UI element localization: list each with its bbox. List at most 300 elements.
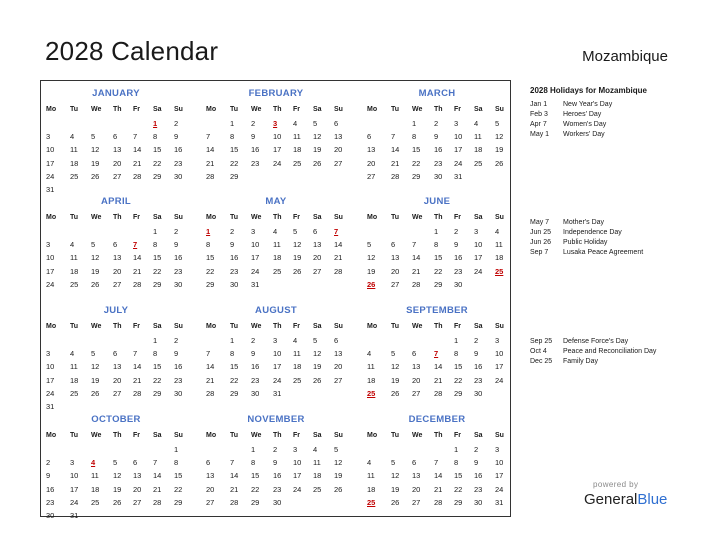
day-cell[interactable]: 14: [133, 145, 142, 155]
day-cell[interactable]: 29: [454, 388, 463, 398]
day-cell[interactable]: 18: [293, 362, 302, 372]
day-cell[interactable]: 7: [434, 349, 439, 359]
day-cell[interactable]: 21: [391, 158, 400, 168]
day-cell[interactable]: 29: [153, 388, 162, 398]
day-cell[interactable]: 8: [153, 240, 158, 250]
day-cell[interactable]: 10: [273, 132, 282, 142]
day-cell[interactable]: 2: [174, 119, 179, 128]
day-cell[interactable]: 20: [113, 158, 122, 168]
day-cell[interactable]: 25: [293, 375, 302, 385]
day-cell[interactable]: 8: [412, 132, 417, 142]
day-cell[interactable]: 19: [91, 158, 100, 168]
day-cell[interactable]: 2: [174, 227, 179, 236]
day-cell[interactable]: 24: [293, 484, 302, 494]
day-cell[interactable]: 29: [230, 388, 239, 398]
day-cell[interactable]: 10: [46, 362, 55, 372]
day-cell[interactable]: 1: [153, 119, 158, 128]
day-cell[interactable]: 6: [113, 349, 118, 359]
day-cell[interactable]: 4: [70, 132, 75, 142]
day-cell[interactable]: 24: [474, 266, 483, 276]
day-cell[interactable]: 29: [454, 497, 463, 507]
day-cell[interactable]: 21: [412, 266, 421, 276]
day-cell[interactable]: 27: [313, 266, 322, 276]
day-cell[interactable]: 12: [313, 132, 322, 142]
day-cell[interactable]: 8: [153, 349, 158, 359]
day-cell[interactable]: 24: [46, 388, 55, 398]
day-cell[interactable]: 2: [474, 336, 479, 345]
day-cell[interactable]: 18: [367, 484, 376, 494]
day-cell[interactable]: 22: [153, 158, 162, 168]
day-cell[interactable]: 6: [113, 132, 118, 142]
day-cell[interactable]: 26: [91, 171, 100, 181]
day-cell[interactable]: 12: [91, 253, 100, 263]
day-cell[interactable]: 27: [412, 497, 421, 507]
day-cell[interactable]: 30: [46, 511, 55, 520]
day-cell[interactable]: 15: [230, 145, 239, 155]
day-cell[interactable]: 2: [454, 227, 459, 236]
day-cell[interactable]: 2: [474, 445, 479, 454]
day-cell[interactable]: 20: [113, 375, 122, 385]
day-cell[interactable]: 30: [273, 497, 282, 507]
day-cell[interactable]: 8: [454, 458, 459, 468]
day-cell[interactable]: 3: [273, 119, 278, 128]
day-cell[interactable]: 16: [251, 145, 260, 155]
day-cell[interactable]: 2: [230, 227, 235, 236]
day-cell[interactable]: 27: [334, 158, 343, 168]
day-cell[interactable]: 19: [313, 145, 322, 155]
day-cell[interactable]: 27: [412, 388, 421, 398]
day-cell[interactable]: 5: [313, 119, 318, 128]
day-cell[interactable]: 5: [367, 240, 372, 250]
day-cell[interactable]: 26: [391, 388, 400, 398]
day-cell[interactable]: 10: [495, 458, 504, 468]
day-cell[interactable]: 23: [174, 158, 183, 168]
day-cell[interactable]: 9: [454, 240, 459, 250]
day-cell[interactable]: 14: [206, 362, 215, 372]
day-cell[interactable]: 3: [273, 336, 278, 345]
day-cell[interactable]: 4: [313, 445, 318, 454]
day-cell[interactable]: 3: [454, 119, 459, 128]
day-cell[interactable]: 26: [367, 279, 376, 289]
day-cell[interactable]: 3: [46, 240, 51, 250]
day-cell[interactable]: 1: [230, 119, 235, 128]
day-cell[interactable]: 25: [91, 497, 100, 507]
day-cell[interactable]: 24: [251, 266, 260, 276]
day-cell[interactable]: 22: [454, 375, 463, 385]
day-cell[interactable]: 2: [174, 336, 179, 345]
day-cell[interactable]: 4: [273, 227, 278, 236]
day-cell[interactable]: 2: [251, 119, 256, 128]
day-cell[interactable]: 7: [133, 240, 138, 250]
day-cell[interactable]: 4: [367, 349, 372, 359]
day-cell[interactable]: 24: [454, 158, 463, 168]
day-cell[interactable]: 18: [367, 375, 376, 385]
day-cell[interactable]: 13: [412, 362, 421, 372]
day-cell[interactable]: 15: [454, 471, 463, 481]
day-cell[interactable]: 23: [434, 158, 443, 168]
day-cell[interactable]: 10: [46, 253, 55, 263]
day-cell[interactable]: 5: [91, 349, 96, 359]
day-cell[interactable]: 17: [454, 145, 463, 155]
day-cell[interactable]: 9: [174, 132, 179, 142]
day-cell[interactable]: 13: [113, 253, 122, 263]
day-cell[interactable]: 25: [367, 388, 376, 398]
day-cell[interactable]: 1: [251, 445, 256, 454]
day-cell[interactable]: 19: [334, 471, 343, 481]
day-cell[interactable]: 22: [230, 158, 239, 168]
day-cell[interactable]: 7: [206, 132, 211, 142]
day-cell[interactable]: 6: [206, 458, 211, 468]
day-cell[interactable]: 5: [91, 132, 96, 142]
day-cell[interactable]: 14: [434, 471, 443, 481]
day-cell[interactable]: 17: [273, 362, 282, 372]
day-cell[interactable]: 23: [230, 266, 239, 276]
day-cell[interactable]: 3: [495, 445, 500, 454]
day-cell[interactable]: 3: [495, 336, 500, 345]
day-cell[interactable]: 18: [313, 471, 322, 481]
day-cell[interactable]: 18: [70, 266, 79, 276]
day-cell[interactable]: 24: [46, 171, 55, 181]
day-cell[interactable]: 14: [133, 253, 142, 263]
day-cell[interactable]: 8: [206, 240, 211, 250]
day-cell[interactable]: 30: [434, 171, 443, 181]
day-cell[interactable]: 13: [334, 349, 343, 359]
day-cell[interactable]: 15: [454, 362, 463, 372]
day-cell[interactable]: 27: [334, 375, 343, 385]
day-cell[interactable]: 30: [251, 388, 260, 398]
day-cell[interactable]: 12: [113, 471, 122, 481]
day-cell[interactable]: 20: [412, 484, 421, 494]
day-cell[interactable]: 27: [113, 171, 122, 181]
day-cell[interactable]: 10: [293, 458, 302, 468]
day-cell[interactable]: 16: [434, 145, 443, 155]
day-cell[interactable]: 5: [391, 458, 396, 468]
day-cell[interactable]: 7: [434, 458, 439, 468]
day-cell[interactable]: 20: [367, 158, 376, 168]
day-cell[interactable]: 26: [293, 266, 302, 276]
day-cell[interactable]: 11: [293, 349, 301, 359]
day-cell[interactable]: 18: [293, 145, 302, 155]
day-cell[interactable]: 13: [113, 362, 122, 372]
day-cell[interactable]: 3: [46, 132, 51, 142]
day-cell[interactable]: 13: [133, 471, 142, 481]
day-cell[interactable]: 3: [251, 227, 256, 236]
day-cell[interactable]: 5: [313, 336, 318, 345]
day-cell[interactable]: 8: [454, 349, 459, 359]
day-cell[interactable]: 29: [206, 279, 215, 289]
day-cell[interactable]: 14: [334, 240, 343, 250]
day-cell[interactable]: 20: [334, 362, 343, 372]
day-cell[interactable]: 26: [334, 484, 343, 494]
day-cell[interactable]: 16: [474, 362, 483, 372]
day-cell[interactable]: 27: [133, 497, 142, 507]
day-cell[interactable]: 16: [174, 253, 183, 263]
day-cell[interactable]: 18: [273, 253, 282, 263]
day-cell[interactable]: 18: [474, 145, 483, 155]
day-cell[interactable]: 31: [495, 497, 504, 507]
day-cell[interactable]: 16: [273, 471, 282, 481]
day-cell[interactable]: 2: [273, 445, 278, 454]
day-cell[interactable]: 4: [367, 458, 372, 468]
day-cell[interactable]: 3: [70, 458, 75, 468]
day-cell[interactable]: 29: [412, 171, 421, 181]
day-cell[interactable]: 31: [273, 388, 282, 398]
day-cell[interactable]: 31: [454, 171, 463, 181]
day-cell[interactable]: 21: [133, 158, 142, 168]
day-cell[interactable]: 15: [434, 253, 443, 263]
day-cell[interactable]: 17: [474, 253, 483, 263]
day-cell[interactable]: 12: [495, 132, 504, 142]
day-cell[interactable]: 2: [434, 119, 439, 128]
day-cell[interactable]: 23: [174, 375, 183, 385]
day-cell[interactable]: 4: [293, 336, 298, 345]
day-cell[interactable]: 30: [174, 171, 183, 181]
day-cell[interactable]: 4: [70, 349, 75, 359]
day-cell[interactable]: 29: [230, 171, 239, 181]
day-cell[interactable]: 18: [70, 375, 79, 385]
day-cell[interactable]: 30: [454, 279, 463, 289]
day-cell[interactable]: 14: [412, 253, 421, 263]
day-cell[interactable]: 7: [230, 458, 235, 468]
day-cell[interactable]: 22: [153, 266, 162, 276]
day-cell[interactable]: 1: [434, 227, 439, 236]
day-cell[interactable]: 24: [273, 375, 282, 385]
day-cell[interactable]: 24: [70, 497, 79, 507]
day-cell[interactable]: 21: [153, 484, 162, 494]
day-cell[interactable]: 17: [46, 158, 55, 168]
day-cell[interactable]: 22: [251, 484, 260, 494]
day-cell[interactable]: 11: [70, 253, 78, 263]
day-cell[interactable]: 6: [391, 240, 396, 250]
day-cell[interactable]: 7: [153, 458, 158, 468]
day-cell[interactable]: 13: [334, 132, 343, 142]
day-cell[interactable]: 15: [251, 471, 260, 481]
day-cell[interactable]: 4: [91, 458, 96, 468]
day-cell[interactable]: 8: [174, 458, 179, 468]
day-cell[interactable]: 22: [153, 375, 162, 385]
day-cell[interactable]: 20: [334, 145, 343, 155]
day-cell[interactable]: 12: [91, 145, 100, 155]
day-cell[interactable]: 6: [334, 336, 339, 345]
day-cell[interactable]: 28: [230, 497, 239, 507]
day-cell[interactable]: 10: [495, 349, 504, 359]
day-cell[interactable]: 9: [174, 349, 179, 359]
day-cell[interactable]: 12: [367, 253, 376, 263]
day-cell[interactable]: 15: [174, 471, 183, 481]
day-cell[interactable]: 14: [206, 145, 215, 155]
day-cell[interactable]: 17: [46, 375, 55, 385]
day-cell[interactable]: 27: [206, 497, 215, 507]
day-cell[interactable]: 11: [313, 458, 321, 468]
day-cell[interactable]: 13: [367, 145, 376, 155]
day-cell[interactable]: 3: [46, 349, 51, 359]
day-cell[interactable]: 29: [153, 171, 162, 181]
day-cell[interactable]: 25: [495, 266, 504, 276]
day-cell[interactable]: 24: [273, 158, 282, 168]
day-cell[interactable]: 8: [251, 458, 256, 468]
day-cell[interactable]: 20: [113, 266, 122, 276]
day-cell[interactable]: 7: [391, 132, 396, 142]
day-cell[interactable]: 23: [251, 158, 260, 168]
day-cell[interactable]: 14: [434, 362, 443, 372]
day-cell[interactable]: 22: [174, 484, 183, 494]
day-cell[interactable]: 30: [474, 388, 483, 398]
day-cell[interactable]: 12: [293, 240, 302, 250]
day-cell[interactable]: 1: [153, 227, 158, 236]
day-cell[interactable]: 26: [313, 375, 322, 385]
day-cell[interactable]: 15: [230, 362, 239, 372]
day-cell[interactable]: 23: [251, 375, 260, 385]
day-cell[interactable]: 28: [391, 171, 400, 181]
day-cell[interactable]: 11: [495, 240, 503, 250]
day-cell[interactable]: 23: [474, 375, 483, 385]
day-cell[interactable]: 27: [391, 279, 400, 289]
day-cell[interactable]: 7: [133, 349, 138, 359]
day-cell[interactable]: 11: [70, 145, 78, 155]
day-cell[interactable]: 19: [391, 375, 400, 385]
day-cell[interactable]: 6: [367, 132, 372, 142]
day-cell[interactable]: 14: [153, 471, 162, 481]
day-cell[interactable]: 15: [153, 145, 162, 155]
day-cell[interactable]: 28: [334, 266, 343, 276]
day-cell[interactable]: 17: [293, 471, 302, 481]
day-cell[interactable]: 12: [91, 362, 100, 372]
day-cell[interactable]: 21: [206, 375, 215, 385]
day-cell[interactable]: 9: [474, 458, 479, 468]
day-cell[interactable]: 6: [334, 119, 339, 128]
day-cell[interactable]: 2: [251, 336, 256, 345]
day-cell[interactable]: 1: [454, 336, 459, 345]
day-cell[interactable]: 29: [174, 497, 183, 507]
day-cell[interactable]: 16: [474, 471, 483, 481]
day-cell[interactable]: 12: [313, 349, 322, 359]
day-cell[interactable]: 16: [230, 253, 239, 263]
day-cell[interactable]: 5: [91, 240, 96, 250]
day-cell[interactable]: 25: [70, 171, 79, 181]
day-cell[interactable]: 21: [434, 484, 443, 494]
day-cell[interactable]: 8: [230, 132, 235, 142]
day-cell[interactable]: 17: [46, 266, 55, 276]
day-cell[interactable]: 25: [474, 158, 483, 168]
day-cell[interactable]: 11: [367, 471, 375, 481]
day-cell[interactable]: 16: [174, 145, 183, 155]
day-cell[interactable]: 23: [46, 497, 55, 507]
day-cell[interactable]: 25: [367, 497, 376, 507]
day-cell[interactable]: 19: [495, 145, 504, 155]
day-cell[interactable]: 19: [91, 375, 100, 385]
day-cell[interactable]: 11: [91, 471, 99, 481]
day-cell[interactable]: 25: [313, 484, 322, 494]
day-cell[interactable]: 24: [495, 375, 504, 385]
day-cell[interactable]: 21: [334, 253, 343, 263]
day-cell[interactable]: 20: [391, 266, 400, 276]
day-cell[interactable]: 29: [251, 497, 260, 507]
day-cell[interactable]: 23: [474, 484, 483, 494]
day-cell[interactable]: 7: [412, 240, 417, 250]
day-cell[interactable]: 11: [273, 240, 281, 250]
day-cell[interactable]: 22: [454, 484, 463, 494]
day-cell[interactable]: 3: [474, 227, 479, 236]
day-cell[interactable]: 25: [70, 388, 79, 398]
day-cell[interactable]: 29: [434, 279, 443, 289]
day-cell[interactable]: 9: [474, 349, 479, 359]
day-cell[interactable]: 5: [293, 227, 298, 236]
day-cell[interactable]: 22: [206, 266, 215, 276]
day-cell[interactable]: 14: [230, 471, 239, 481]
day-cell[interactable]: 24: [495, 484, 504, 494]
day-cell[interactable]: 19: [313, 362, 322, 372]
day-cell[interactable]: 14: [133, 362, 142, 372]
day-cell[interactable]: 1: [230, 336, 235, 345]
day-cell[interactable]: 28: [434, 497, 443, 507]
day-cell[interactable]: 10: [70, 471, 79, 481]
day-cell[interactable]: 9: [46, 471, 51, 481]
day-cell[interactable]: 1: [174, 445, 179, 454]
day-cell[interactable]: 9: [434, 132, 439, 142]
day-cell[interactable]: 24: [46, 279, 55, 289]
day-cell[interactable]: 8: [434, 240, 439, 250]
day-cell[interactable]: 16: [46, 484, 55, 494]
day-cell[interactable]: 19: [391, 484, 400, 494]
day-cell[interactable]: 17: [273, 145, 282, 155]
day-cell[interactable]: 26: [113, 497, 122, 507]
day-cell[interactable]: 6: [412, 458, 417, 468]
day-cell[interactable]: 28: [153, 497, 162, 507]
day-cell[interactable]: 5: [495, 119, 500, 128]
day-cell[interactable]: 1: [412, 119, 417, 128]
day-cell[interactable]: 28: [412, 279, 421, 289]
day-cell[interactable]: 26: [313, 158, 322, 168]
day-cell[interactable]: 19: [91, 266, 100, 276]
day-cell[interactable]: 4: [474, 119, 479, 128]
day-cell[interactable]: 27: [113, 279, 122, 289]
day-cell[interactable]: 27: [367, 171, 376, 181]
day-cell[interactable]: 23: [174, 266, 183, 276]
day-cell[interactable]: 15: [206, 253, 215, 263]
day-cell[interactable]: 13: [113, 145, 122, 155]
day-cell[interactable]: 12: [391, 362, 400, 372]
day-cell[interactable]: 21: [206, 158, 215, 168]
day-cell[interactable]: 7: [334, 227, 339, 236]
day-cell[interactable]: 11: [474, 132, 482, 142]
day-cell[interactable]: 7: [206, 349, 211, 359]
day-cell[interactable]: 16: [174, 362, 183, 372]
day-cell[interactable]: 10: [273, 349, 282, 359]
day-cell[interactable]: 14: [391, 145, 400, 155]
day-cell[interactable]: 20: [206, 484, 215, 494]
day-cell[interactable]: 28: [206, 388, 215, 398]
day-cell[interactable]: 6: [113, 240, 118, 250]
day-cell[interactable]: 21: [230, 484, 239, 494]
day-cell[interactable]: 30: [174, 279, 183, 289]
day-cell[interactable]: 2: [46, 458, 51, 468]
day-cell[interactable]: 31: [46, 185, 55, 194]
day-cell[interactable]: 6: [133, 458, 138, 468]
day-cell[interactable]: 17: [495, 471, 504, 481]
day-cell[interactable]: 20: [412, 375, 421, 385]
generalblue-logo[interactable]: [584, 491, 667, 508]
day-cell[interactable]: 28: [133, 279, 142, 289]
day-cell[interactable]: 4: [70, 240, 75, 250]
day-cell[interactable]: 19: [367, 266, 376, 276]
day-cell[interactable]: 19: [293, 253, 302, 263]
day-cell[interactable]: 6: [313, 227, 318, 236]
day-cell[interactable]: 7: [133, 132, 138, 142]
day-cell[interactable]: 11: [293, 132, 301, 142]
day-cell[interactable]: 11: [70, 362, 78, 372]
day-cell[interactable]: 12: [391, 471, 400, 481]
day-cell[interactable]: 26: [91, 388, 100, 398]
